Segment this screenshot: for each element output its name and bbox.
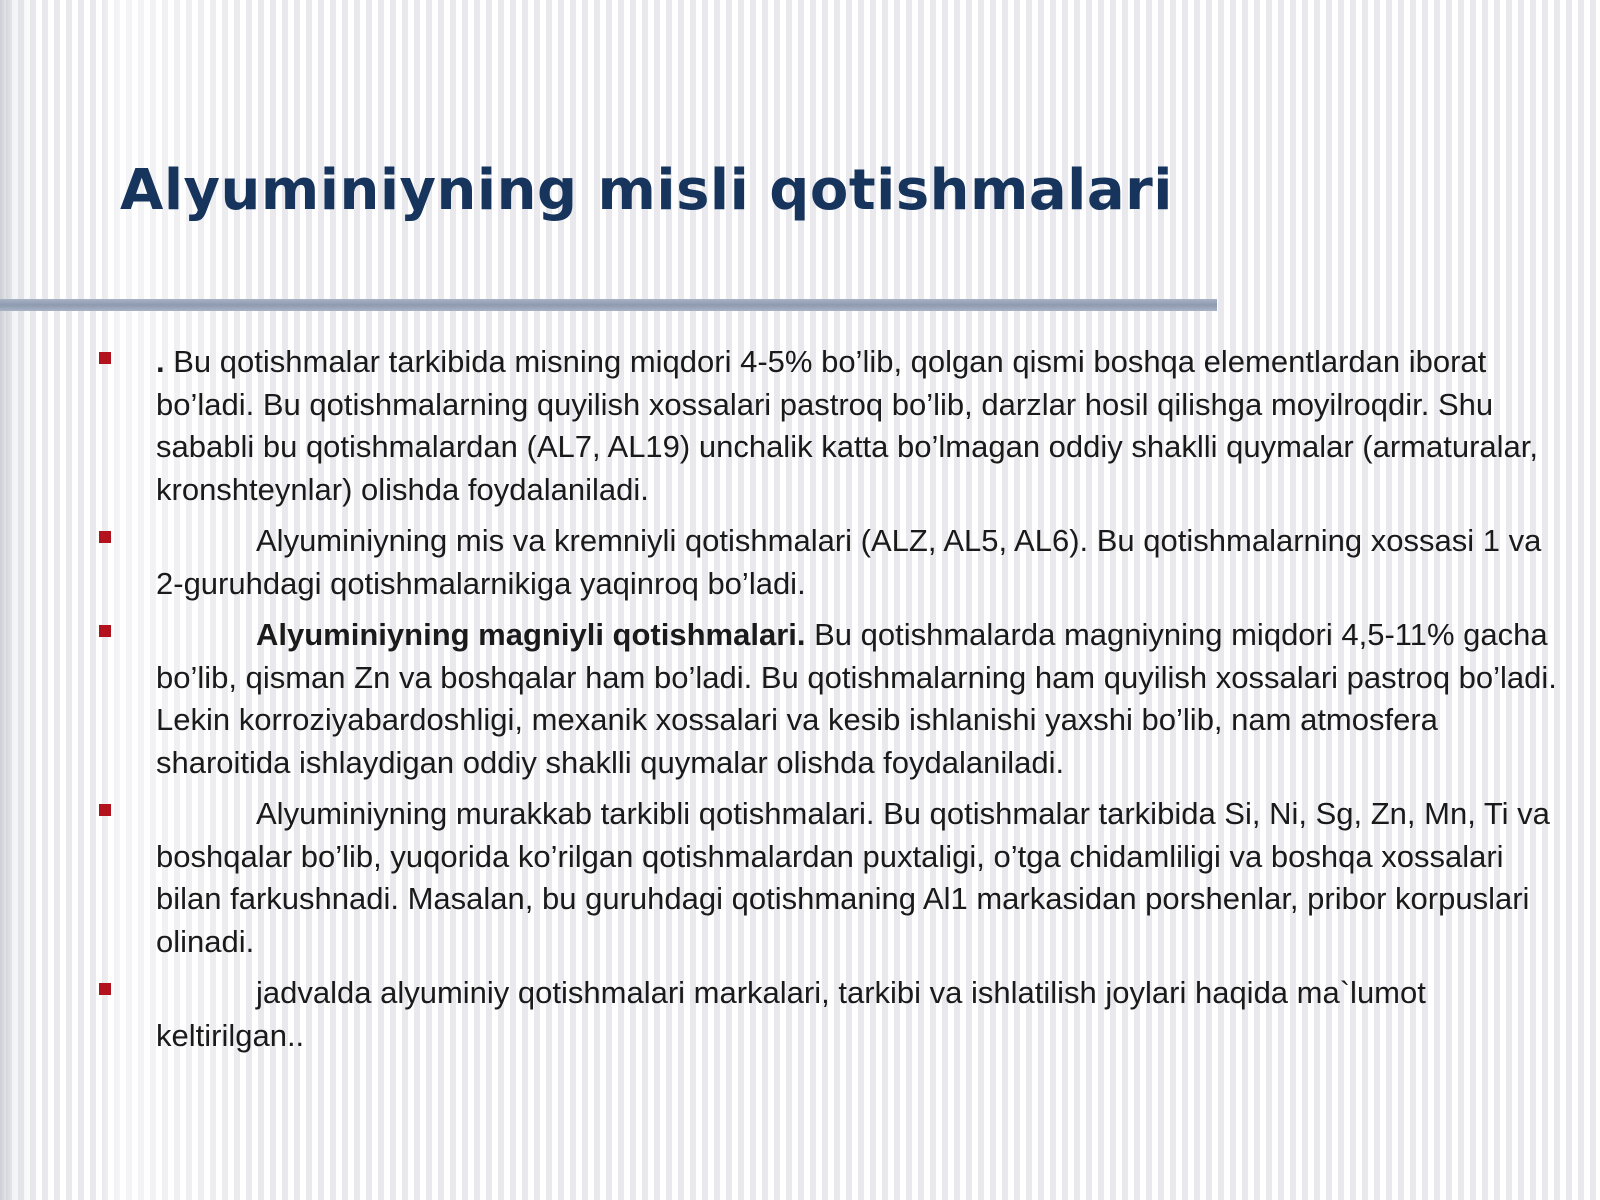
bullet-lead: . bbox=[156, 344, 165, 379]
square-bullet-icon bbox=[99, 531, 111, 543]
bullet-item-3 bbox=[0, 614, 1600, 784]
title-divider bbox=[0, 299, 1217, 311]
bullet-text: Alyuminiyning mis va kremniyli qotishmalari (ALZ, AL5, AL6). Bu qotishmalarning xossasi 1 va 2-guruhdagi qotishmalarnikiga yaqinroq bo’ladi. bbox=[156, 523, 1542, 601]
square-bullet-icon bbox=[99, 352, 111, 364]
bullet-lead: Alyuminiyning magniyli qotishmalari. bbox=[256, 617, 806, 652]
square-bullet-icon bbox=[99, 804, 111, 816]
square-bullet-icon bbox=[99, 625, 111, 637]
bullet-item-1 bbox=[0, 341, 1600, 511]
bullet-text: Alyuminiyning murakkab tarkibli qotishmalari. Bu qotishmalar tarkibida Si, Ni, Sg, Zn, Mn, Ti va boshqalar bo’lib, yuqorida ko’rilgan qotishmalardan puxtaligi, o’tga chidamliligi va boshqa xossalari bilan farkushnadi. Masalan, bu guruhdagi qotishmaning Al1 markasidan porshenlar, pribor korpuslari olinadi. bbox=[156, 796, 1550, 959]
bullet-item-5 bbox=[0, 972, 1600, 1057]
bullet-text: jadvalda alyuminiy qotishmalari markalari, tarkibi va ishlatilish joylari haqida ma`lumot keltirilgan.. bbox=[156, 975, 1426, 1053]
square-bullet-icon bbox=[99, 983, 111, 995]
bullet-item-4 bbox=[0, 793, 1600, 963]
slide-title: Alyuminiyning misli qotishmalari bbox=[120, 158, 1173, 223]
bullet-text: Bu qotishmalarda magniyning miqdori 4,5-11% gacha bo’lib, qisman Zn va boshqalar ham bo’ladi. Bu qotishmalarning ham quyilish xossalari pastroq bo’ladi. Lekin korroziyabardoshligi, mexanik xossalari va kesib ishlanishi yaxshi bo’lib, nam atmosfera sharoitida ishlaydigan oddiy shaklli quymalar olishda foydalaniladi. bbox=[156, 617, 1557, 780]
bullet-list bbox=[0, 341, 1600, 1066]
bullet-text: Bu qotishmalar tarkibida misning miqdori 4-5% bo’lib, qolgan qismi boshqa elementlardan iborat bo’ladi. Bu qotishmalarning quyilish xossalari pastroq bo’lib, darzlar hosil qilishga moyilroqdir. Shu sababli bu qotishmalardan (AL7, AL19) unchalik katta bo’lmagan oddiy shaklli quymalar (armaturalar, kronshteynlar) olishda foydalaniladi. bbox=[156, 344, 1538, 507]
bullet-item-2 bbox=[0, 520, 1600, 605]
